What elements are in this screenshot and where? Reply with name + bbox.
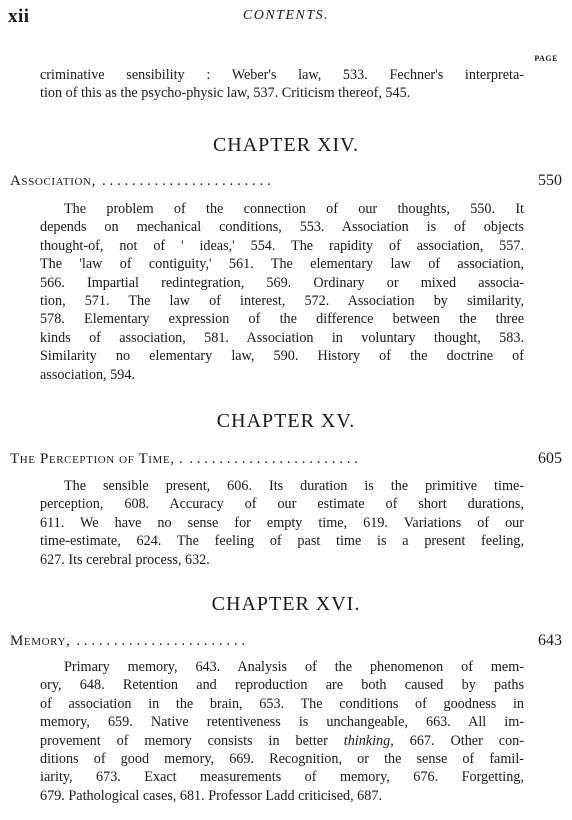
text-line: Similarity no elementary law, 590. History of the doctrine of <box>40 348 524 365</box>
text-line: ditions of good memory, 669. Recognition, or the sense of famil- <box>40 751 524 768</box>
entry-title: Memory, <box>10 633 71 649</box>
italic-word: thinking <box>343 732 391 749</box>
running-title: CONTENTS. <box>242 8 330 23</box>
text-line: The problem of the connection of our thoughts, 550. It <box>64 201 524 217</box>
text-line: 578. Elementary expression of the difference between the three <box>40 311 524 328</box>
text-line: iarity, 673. Exact measurements of memory, 676. Forgetting, <box>40 769 524 786</box>
text-segment: provement of memory consists in better <box>40 732 344 749</box>
text-line: The sensible present, 606. Its duration is the primitive time- <box>64 478 524 494</box>
chapter-heading: CHAPTER XVI. <box>211 593 361 615</box>
page-column-label: PAGE <box>534 54 558 63</box>
continuation-paragraph <box>40 66 524 103</box>
text-line: 627. Its cerebral process, 632. <box>40 551 210 568</box>
text-line: tion, 571. The law of interest, 572. Association by similarity, <box>40 293 524 310</box>
entry-page: 643 <box>538 632 562 649</box>
text-line: 679. Pathological cases, 681. Professor Ladd criticised, 687. <box>40 787 383 804</box>
text-line: The 'law of contiguity,' 561. The elementary law of association, <box>40 256 524 273</box>
text-line: criminative sensibility : Weber's law, 533. Fechner's interpreta- <box>40 67 524 83</box>
text-line: memory, 659. Native retentiveness is unchangeable, 663. All im- <box>40 714 524 731</box>
toc-entry-memory[interactable] <box>10 632 562 650</box>
text-line: tion of this as the psycho-physic law, 537. Criticism thereof, 545. <box>40 85 411 102</box>
chapter-heading: CHAPTER XV. <box>216 410 356 432</box>
text-line: thought-of, not of ' ideas,' 554. The rapidity of association, 557. <box>40 237 524 254</box>
text-line: 566. Impartial redintegration, 569. Ordinary or mixed associa- <box>40 274 524 291</box>
leader-dots: . . . . . . . . . . . . . . . . . . . . . . . <box>101 173 271 189</box>
text-line <box>40 732 524 750</box>
chapter-summary <box>40 477 524 569</box>
text-line: kinds of association, 581. Association in voluntary thought, 583. <box>40 329 524 346</box>
entry-page: 550 <box>538 172 562 189</box>
leader-dots: . . . . . . . . . . . . . . . . . . . . . . . <box>189 451 359 467</box>
entry-page: 605 <box>538 450 562 467</box>
toc-entry-association[interactable] <box>10 172 562 190</box>
text-line: of association in the brain, 653. The conditions of goodness in <box>40 695 524 712</box>
text-line: time-estimate, 624. The feeling of past time is a present feeling, <box>40 533 524 550</box>
page-number: xii <box>8 6 30 27</box>
chapter-heading: CHAPTER XIV. <box>212 134 360 156</box>
text-segment: , 667. Other con- <box>390 732 524 749</box>
toc-entry-perception-of-time[interactable] <box>10 450 562 468</box>
text-line: Primary memory, 643. Analysis of the phenomenon of mem- <box>64 659 524 675</box>
entry-title: Association, <box>10 173 96 189</box>
chapter-summary <box>40 658 524 805</box>
text-line: 611. We have no sense for empty time, 619. Variations of our <box>40 514 524 531</box>
text-line: association, 594. <box>40 366 135 383</box>
text-line: perception, 608. Accuracy of our estimate of short durations, <box>40 496 524 513</box>
text-line: ory, 648. Retention and reproduction are both caused by paths <box>40 677 524 694</box>
text-line: depends on mechanical conditions, 553. Association is of objects <box>40 219 524 236</box>
chapter-summary <box>40 200 524 384</box>
entry-title: The Perception of Time, . <box>10 451 184 467</box>
leader-dots: . . . . . . . . . . . . . . . . . . . . . . . <box>76 633 246 649</box>
